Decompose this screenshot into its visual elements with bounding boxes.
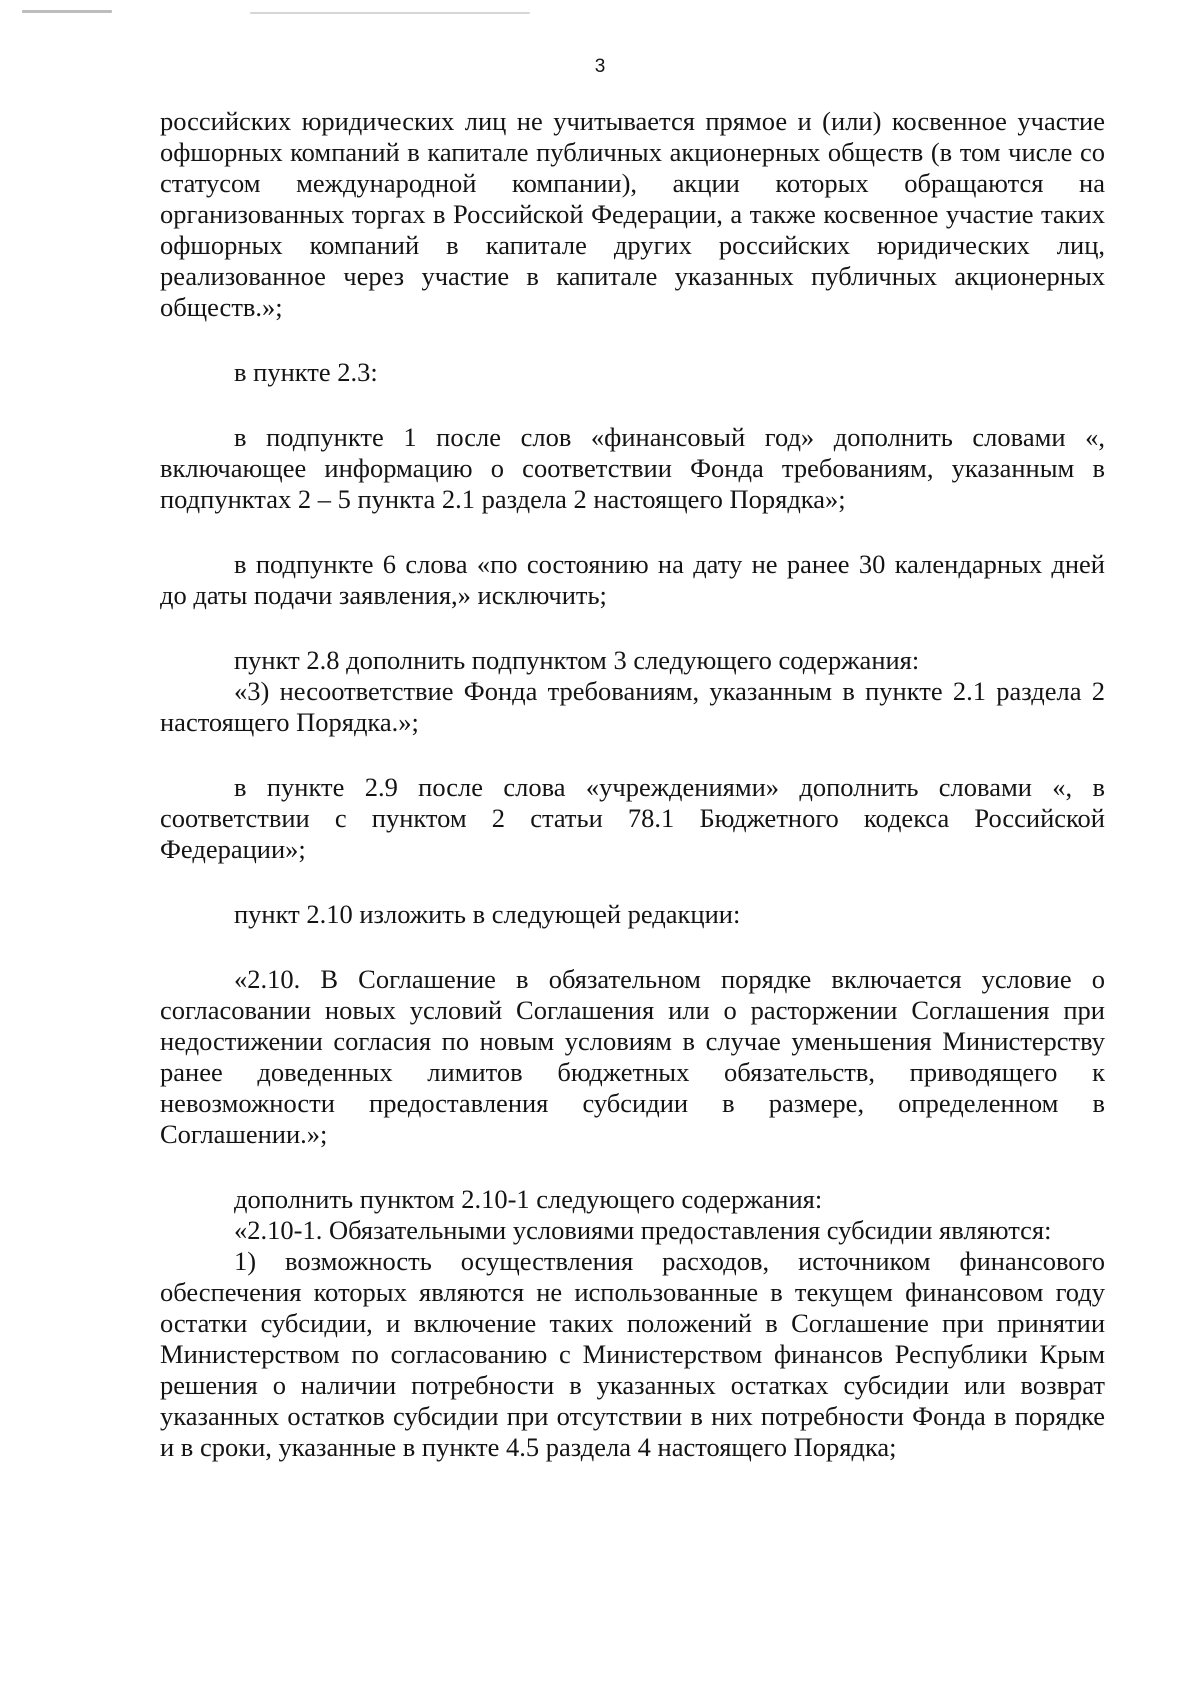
page-number: 3: [594, 56, 606, 77]
paragraph-offshore-participation: российских юридических лиц не учитывается прямое и (или) косвенное участие офшорных компаний в капитале публичных акционерных обществ (в том числе со статусом международной компании), акции которых обращаются на организованных торгах в Российской Федерации, а также косвенное участие таких офшорных компаний в капитале других российских юридических лиц, реализованное через участие в капитале указанных публичных акционерных обществ.»;: [160, 106, 1105, 322]
paragraph-subpoint-1: в подпункте 1 после слов «финансовый год» дополнить словами «, включающее информацию о соответствии Фонда требованиям, указанным в подпунктах 2 – 5 пункта 2.1 раздела 2 настоящего Порядка»;: [160, 422, 1105, 514]
paragraph-point-2-9: в пункте 2.9 после слова «учреждениями» дополнить словами «, в соответствии с пунктом 2 статьи 78.1 Бюджетного кодекса Российской Федерации»;: [160, 772, 1105, 864]
paragraph-point-2-8-text: «3) несоответствие Фонда требованиям, указанным в пункте 2.1 раздела 2 настоящего Порядка.»;: [160, 676, 1105, 737]
document-body: [160, 106, 1105, 1463]
paragraph-point-2-3: в пункте 2.3:: [234, 357, 378, 387]
paragraph-subpoint-6: в подпункте 6 слова «по состоянию на дату не ранее 30 календарных дней до даты подачи заявления,» исключить;: [160, 549, 1105, 610]
paragraph-point-2-8: пункт 2.8 дополнить подпунктом 3 следующего содержания:: [234, 645, 920, 675]
paragraph-point-2-10: пункт 2.10 изложить в следующей редакции:: [234, 899, 741, 929]
paragraph-condition-1: 1) возможность осуществления расходов, источником финансового обеспечения которых являются не использованные в текущем финансовом году остатки субсидии, и включение таких положений в Соглашение при принятии Министерством по согласованию с Министерством финансов Республики Крым решения о наличии потребности в указанных остатках субсидии или возврат указанных остатков субсидии при отсутствии в них потребности Фонда в порядке и в сроки, указанные в пункте 4.5 раздела 4 настоящего Порядка;: [160, 1246, 1105, 1462]
paragraph-point-2-10-1: дополнить пунктом 2.10-1 следующего содержания:: [234, 1184, 823, 1214]
paragraph-point-2-10-1-intro: «2.10-1. Обязательными условиями предоставления субсидии являются:: [234, 1215, 1052, 1245]
scan-artifact: [250, 12, 530, 14]
scan-artifact: [22, 10, 112, 13]
paragraph-point-2-10-text: «2.10. В Соглашение в обязательном порядке включается условие о согласовании новых условий Соглашения или о расторжении Соглашения при недостижении согласия по новым условиям в случае уменьшения Министерству ранее доведенных лимитов бюджетных обязательств, приводящего к невозможности предоставления субсидии в размере, определенном в Соглашении.»;: [160, 964, 1105, 1149]
